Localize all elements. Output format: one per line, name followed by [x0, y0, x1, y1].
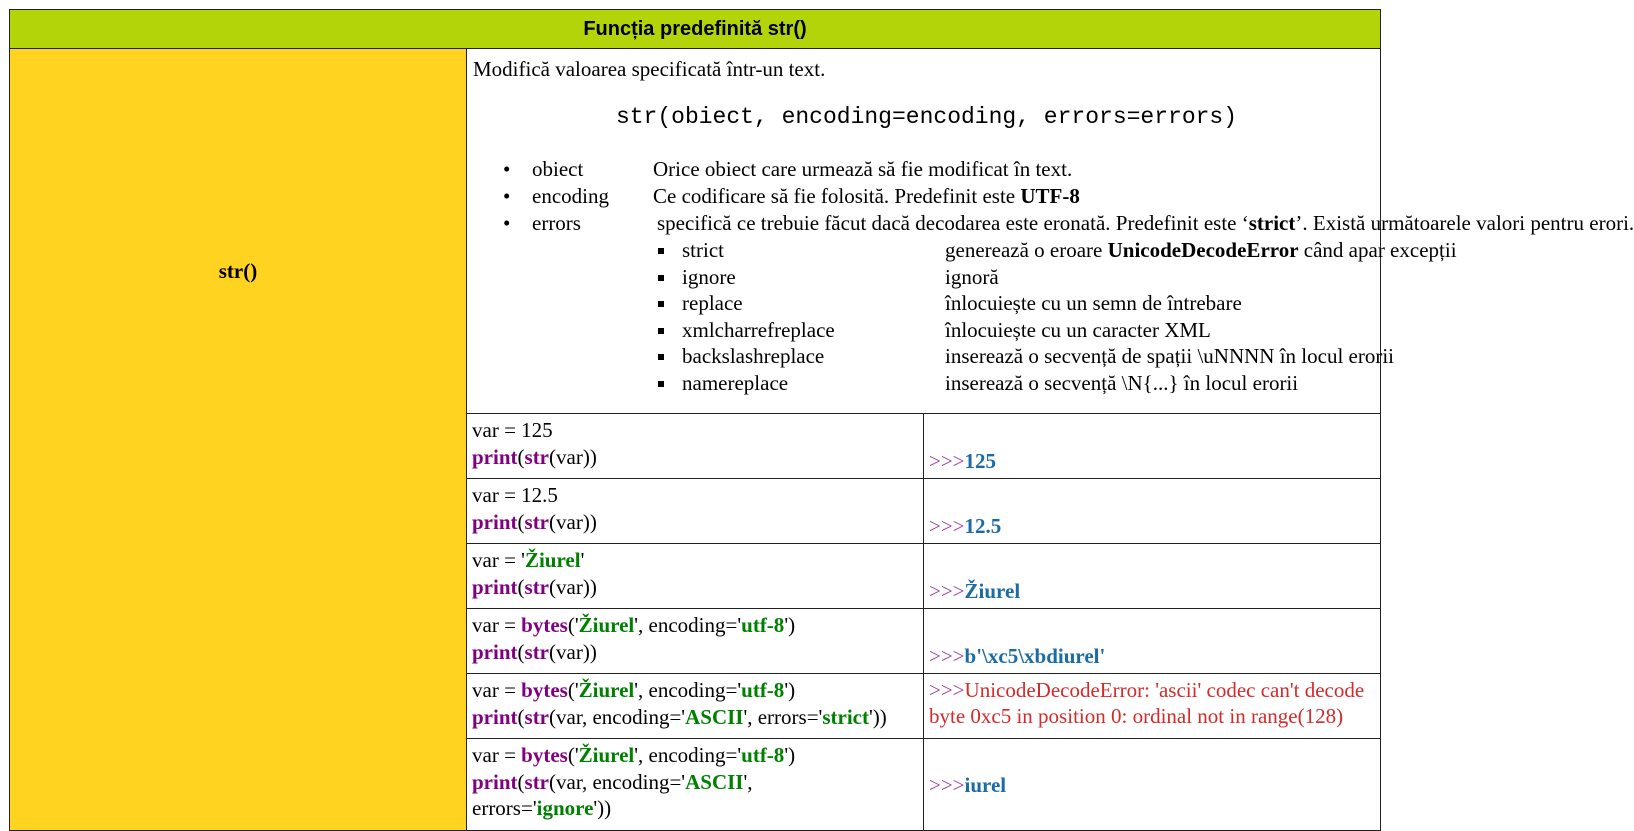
bullet-icon: • [503, 157, 511, 181]
bullet-icon: • [503, 184, 511, 208]
description-cell [467, 49, 1634, 414]
error-message: UnicodeDecodeError: 'ascii' codec can't decode byte 0xc5 in position 0: ordinal not in range(128) [929, 678, 1365, 728]
str-function-table [9, 9, 1634, 831]
example-code: var = bytes('Žiurel', encoding='utf-8') print(str(var)) [467, 609, 924, 674]
square-bullet-icon [658, 301, 664, 307]
example-output: >>>Žiurel [924, 544, 1381, 609]
error-option-item [473, 290, 1380, 317]
error-option-item [473, 343, 1395, 370]
example-code: var = 125 print(str(var)) [467, 414, 924, 479]
square-bullet-icon [658, 328, 664, 334]
error-option-name: namereplace [682, 370, 789, 395]
example-output: >>>iurel [924, 739, 1381, 831]
error-option-name: backslashreplace [682, 344, 825, 368]
function-signature: str(obiect, encoding=encoding, errors=errors) [615, 104, 1238, 130]
example-output: >>>125 [924, 414, 1381, 479]
square-bullet-icon [658, 381, 664, 387]
param-item [473, 183, 1380, 210]
error-option-item [473, 317, 1380, 344]
function-side-label-cell [10, 49, 467, 831]
param-item [473, 210, 1634, 237]
param-name: encoding [532, 184, 609, 208]
function-description: Modifică valoarea specificată într-un text. [473, 57, 826, 81]
square-bullet-icon [658, 275, 664, 281]
square-bullet-icon [658, 354, 664, 360]
error-option-item [473, 264, 1380, 291]
error-option-desc: înlocuiește cu un caracter XML [945, 317, 1211, 342]
example-code: var = 'Žiurel' print(str(var)) [467, 544, 924, 609]
error-option-name: replace [682, 291, 743, 315]
example-output: >>>b'\xc5\xbdiurel' [924, 609, 1381, 674]
example-code: var = bytes('Žiurel', encoding='utf-8') print(str(var, encoding='ASCII', errors='ignore')) [467, 739, 924, 831]
error-option-item [473, 370, 1380, 397]
param-name: obiect [532, 157, 584, 181]
square-bullet-icon [658, 248, 664, 254]
param-item [473, 156, 1380, 183]
param-desc: Ce codificare să fie folosită. Predefinit este UTF-8 [653, 184, 1080, 208]
function-side-label: str() [218, 259, 258, 283]
error-option-desc: inserează o secvență de spații \uNNNN în locul erorii [945, 344, 1395, 368]
bullet-icon: • [503, 211, 511, 235]
error-option-item [473, 237, 1457, 264]
error-option-desc: generează o eroare UnicodeDecodeError când apar excepții [945, 238, 1457, 262]
error-option-desc: ignoră [945, 264, 999, 289]
param-desc: Orice obiect care urmează să fie modificat în text. [653, 157, 1073, 181]
example-code: var = 12.5 print(str(var)) [467, 479, 924, 544]
example-output: >>>UnicodeDecodeError: 'ascii' codec can't decode byte 0xc5 in position 0: ordinal not in range(128) [924, 674, 1381, 739]
table-title: Funcția predefinită str() [10, 10, 1381, 49]
param-desc: specifică ce trebuie făcut dacă decodarea este eronată. Predefinit este ‘strict’. Există următoarele valori pentru erori. [657, 211, 1634, 235]
example-code: var = bytes('Žiurel', encoding='utf-8') print(str(var, encoding='ASCII', errors='strict')) [467, 674, 924, 739]
error-option-desc: inserează o secvență \N{...} în locul erorii [945, 370, 1299, 395]
example-output: >>>12.5 [924, 479, 1381, 544]
error-option-name: xmlcharrefreplace [682, 317, 835, 342]
param-name: errors [532, 211, 581, 235]
error-option-name: strict [682, 238, 724, 262]
error-option-name: ignore [682, 264, 736, 289]
error-option-desc: înlocuiește cu un semn de întrebare [945, 291, 1242, 315]
